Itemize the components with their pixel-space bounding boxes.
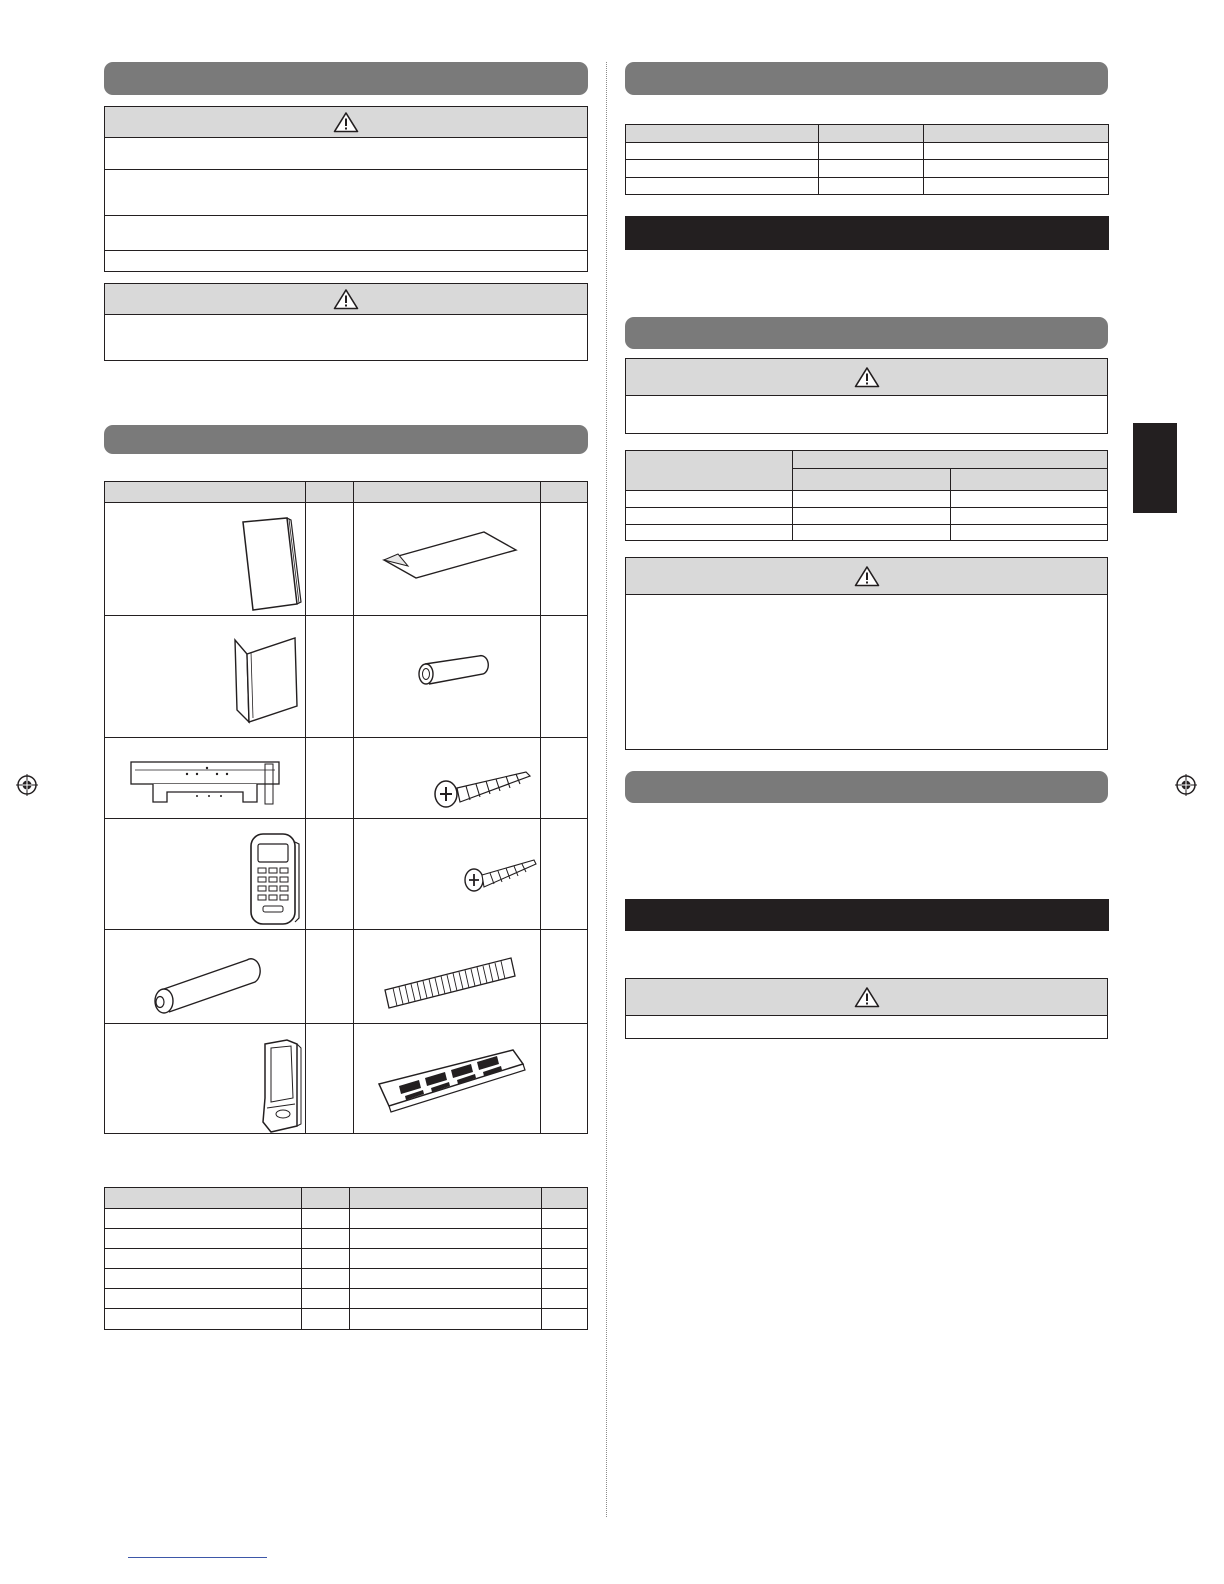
battery-icon <box>147 956 265 1018</box>
table-header-row <box>626 125 1108 143</box>
air-filter-icon <box>381 954 521 1010</box>
wall-mounting-plate-icon <box>127 758 283 808</box>
remote-holder-icon <box>257 1038 305 1134</box>
tapping-screw-large-icon <box>430 764 534 814</box>
accessories-table <box>104 481 588 1134</box>
table-header-row <box>626 451 1107 491</box>
cylinder-icon <box>413 654 489 694</box>
warning-triangle-icon <box>854 986 880 1008</box>
optional-parts-table <box>104 1187 588 1330</box>
caution-box <box>625 557 1108 750</box>
warning-triangle-icon <box>854 366 880 388</box>
section-header-safety <box>104 62 588 95</box>
tapping-screw-small-icon <box>460 854 540 896</box>
language-side-tab <box>1133 423 1177 513</box>
remote-control-icon <box>245 832 303 926</box>
table-header-row <box>105 482 587 503</box>
booklet-icon <box>225 630 305 730</box>
electrical-table <box>625 450 1108 541</box>
registration-mark-icon <box>1175 774 1197 796</box>
warning-box <box>625 978 1108 1039</box>
caution-box <box>104 283 588 361</box>
table-header-row <box>105 1188 587 1209</box>
warning-triangle-icon <box>854 565 880 587</box>
warning-box <box>625 358 1108 434</box>
registration-mark-icon <box>16 774 38 796</box>
section-header-accessories <box>104 425 588 454</box>
subsection-bar <box>625 216 1109 250</box>
warning-triangle-icon <box>333 288 359 310</box>
manual-book-icon <box>235 516 305 612</box>
footer-link[interactable] <box>128 1557 267 1561</box>
filter-frame-icon <box>375 1046 527 1118</box>
warning-box <box>104 106 588 272</box>
section-header-electrical <box>625 317 1108 349</box>
adhesive-tape-icon <box>380 530 520 582</box>
section-header-installation <box>625 771 1108 803</box>
warning-triangle-icon <box>333 111 359 133</box>
section-header-pipe <box>625 62 1108 95</box>
subsection-bar <box>625 899 1109 931</box>
column-divider <box>606 62 607 1517</box>
pipe-table <box>625 124 1109 195</box>
